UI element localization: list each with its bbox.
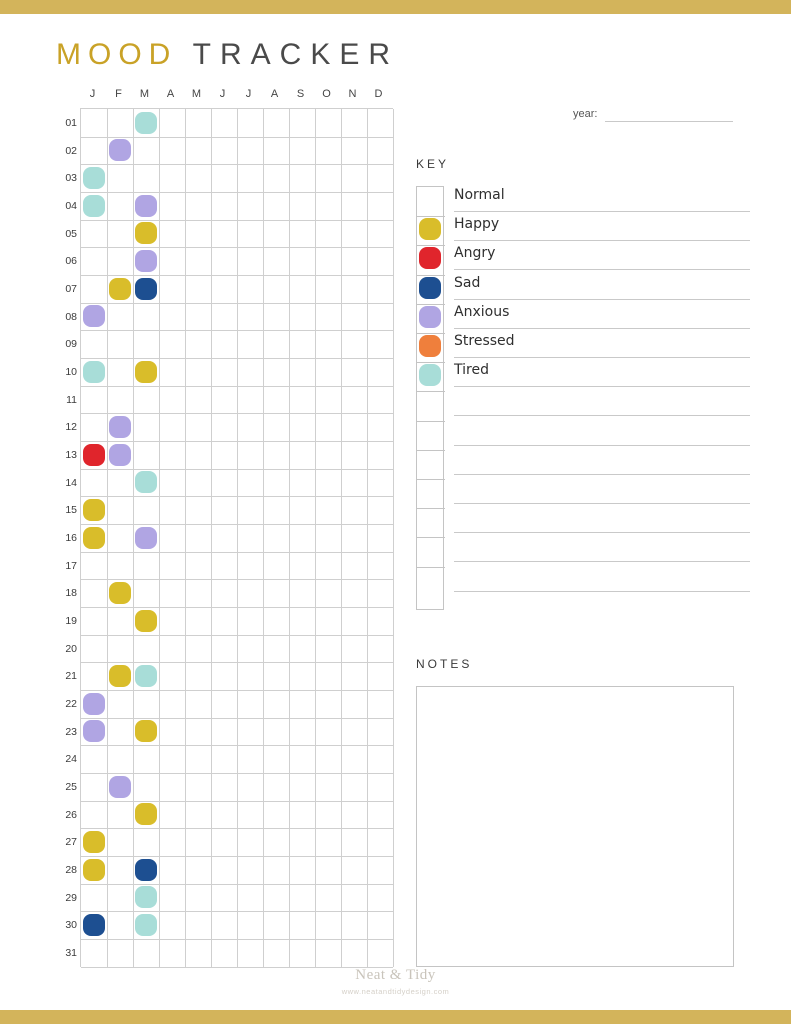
page-title-tracker: TRACKER: [192, 38, 400, 71]
mood-cell[interactable]: [83, 720, 105, 742]
key-label: Stressed: [454, 333, 515, 349]
key-color-swatch: [419, 306, 441, 328]
key-color-swatch: [419, 364, 441, 386]
mood-cell[interactable]: [135, 665, 157, 687]
key-write-line[interactable]: [454, 299, 750, 300]
day-number: 16: [65, 532, 77, 545]
month-label: A: [270, 88, 280, 100]
mood-cell[interactable]: [135, 720, 157, 742]
mood-cell[interactable]: [135, 886, 157, 908]
day-number: 31: [65, 947, 77, 960]
mood-cell[interactable]: [135, 914, 157, 936]
key-label: Anxious: [454, 303, 510, 320]
grid-hline: [81, 690, 393, 691]
grid-hline: [81, 552, 393, 553]
grid-hline: [81, 662, 393, 663]
grid-vline: [289, 109, 290, 967]
key-write-line[interactable]: [454, 386, 750, 387]
day-number: 25: [65, 781, 77, 794]
day-number: 14: [65, 476, 77, 489]
day-number: 18: [65, 587, 77, 600]
grid-hline: [81, 607, 393, 608]
month-label: J: [245, 88, 253, 100]
month-label: F: [115, 88, 123, 100]
grid-hline: [81, 828, 393, 829]
mood-cell[interactable]: [109, 582, 131, 604]
key-color-swatch: [419, 218, 441, 240]
key-write-line[interactable]: [454, 532, 750, 533]
month-header-row: [80, 88, 392, 108]
key-color-swatch: [419, 277, 441, 299]
day-number: 12: [65, 421, 77, 434]
grid-vline: [341, 109, 342, 967]
key-title: KEY: [416, 157, 450, 171]
year-write-line[interactable]: [605, 121, 733, 122]
mood-cell[interactable]: [135, 610, 157, 632]
month-label: M: [191, 88, 203, 100]
day-number: 03: [65, 172, 77, 185]
brand-url: www.neatandtidydesign.com: [341, 987, 450, 996]
day-number: 15: [65, 504, 77, 517]
grid-hline: [81, 192, 393, 193]
day-number: 10: [65, 366, 77, 379]
key-label: Sad: [454, 274, 481, 291]
day-number: 07: [65, 283, 77, 296]
key-write-line[interactable]: [454, 269, 750, 270]
mood-cell[interactable]: [83, 527, 105, 549]
mood-cell[interactable]: [83, 444, 105, 466]
month-label: M: [139, 88, 151, 100]
mood-cell[interactable]: [83, 693, 105, 715]
day-number: 23: [65, 725, 77, 738]
key-label: Angry: [454, 245, 496, 262]
key-box-separator: [417, 421, 445, 422]
grid-vline: [211, 109, 212, 967]
grid-hline: [81, 137, 393, 138]
day-number: 04: [65, 200, 77, 212]
day-number: 22: [65, 698, 77, 711]
mood-cell[interactable]: [109, 139, 131, 161]
month-label: N: [348, 88, 358, 100]
grid-hline: [81, 441, 393, 442]
grid-hline: [81, 635, 393, 636]
grid-hline: [81, 247, 393, 248]
mood-cell[interactable]: [109, 444, 131, 466]
key-color-swatch: [419, 247, 441, 269]
key-write-line[interactable]: [454, 474, 750, 475]
mood-grid[interactable]: [52, 88, 393, 967]
key-write-line[interactable]: [454, 591, 750, 592]
key-write-line[interactable]: [454, 415, 750, 416]
day-number: 09: [65, 338, 77, 351]
key-label: Normal: [454, 187, 505, 203]
day-number: 01: [65, 117, 77, 129]
grid-hline: [81, 469, 393, 470]
month-label: O: [322, 88, 332, 100]
mood-cell[interactable]: [83, 305, 105, 327]
key-box-separator: [417, 508, 445, 509]
month-label: A: [166, 88, 176, 100]
key-box-separator: [417, 275, 445, 276]
key-label: Happy: [454, 216, 500, 233]
grid-vline: [315, 109, 316, 967]
mood-cell[interactable]: [135, 195, 157, 217]
day-number: 26: [65, 808, 77, 821]
day-number: 05: [65, 227, 77, 240]
key-box-separator: [417, 333, 445, 334]
key-write-line[interactable]: [454, 357, 750, 358]
grid-vline: [133, 109, 134, 967]
day-number: 13: [65, 449, 77, 462]
month-label: D: [374, 88, 384, 100]
day-number: 20: [65, 642, 77, 655]
mood-cell[interactable]: [135, 471, 157, 493]
mood-cell[interactable]: [135, 527, 157, 549]
mood-cell[interactable]: [135, 250, 157, 272]
key-write-line[interactable]: [454, 328, 750, 329]
day-number: 06: [65, 255, 77, 268]
mood-cell[interactable]: [83, 859, 105, 881]
grid-hline: [81, 718, 393, 719]
grid-hline: [81, 330, 393, 331]
grid-hline: [81, 579, 393, 580]
mood-cell[interactable]: [109, 665, 131, 687]
mood-cell[interactable]: [83, 195, 105, 217]
grid-vline: [107, 109, 108, 967]
grid-vline: [159, 109, 160, 967]
bottom-accent-band: [0, 1010, 791, 1024]
mood-cell[interactable]: [135, 361, 157, 383]
grid-hline: [81, 801, 393, 802]
key-box-separator: [417, 479, 445, 480]
grid-hline: [81, 884, 393, 885]
year-label: year:: [573, 108, 598, 120]
key-write-line[interactable]: [454, 561, 750, 562]
footer: [0, 967, 791, 996]
key-write-line[interactable]: [454, 503, 750, 504]
mood-cell[interactable]: [135, 278, 157, 300]
day-number: 02: [65, 144, 77, 157]
month-label: J: [89, 88, 97, 100]
key-color-swatch: [419, 335, 441, 357]
brand-name: Neat & Tidy: [355, 967, 436, 983]
grid-vline: [237, 109, 238, 967]
key-box-separator: [417, 391, 445, 392]
notes-title: NOTES: [416, 657, 473, 671]
day-number: 27: [65, 836, 77, 849]
grid-hline: [81, 275, 393, 276]
top-accent-band: [0, 0, 791, 14]
grid-hline: [81, 413, 393, 414]
key-label: Tired: [454, 362, 489, 379]
grid-hline: [81, 773, 393, 774]
mood-cell[interactable]: [135, 859, 157, 881]
key-write-line[interactable]: [454, 240, 750, 241]
day-number: 29: [65, 891, 77, 904]
day-number: 30: [65, 919, 77, 932]
page-title-mood: MOOD: [56, 38, 178, 71]
grid-vline: [263, 109, 264, 967]
key-box-separator: [417, 304, 445, 305]
grid-hline: [81, 745, 393, 746]
grid-body[interactable]: [65, 108, 393, 967]
month-label: S: [296, 88, 306, 100]
mood-cell[interactable]: [83, 914, 105, 936]
month-label: J: [219, 88, 227, 100]
mood-cell[interactable]: [109, 278, 131, 300]
mood-cell[interactable]: [109, 416, 131, 438]
day-number: 28: [65, 864, 77, 877]
mood-cell[interactable]: [135, 112, 157, 134]
key-box-separator: [417, 450, 445, 451]
notes-box[interactable]: [416, 686, 734, 967]
mood-cell[interactable]: [135, 803, 157, 825]
key-box-separator: [417, 245, 445, 246]
grid-hline: [81, 939, 393, 940]
grid-hline: [81, 856, 393, 857]
page-title: [56, 38, 399, 72]
key-box-separator: [417, 567, 445, 568]
key-write-line[interactable]: [454, 445, 750, 446]
key-box-separator: [417, 216, 445, 217]
key-box-separator: [417, 362, 445, 363]
mood-cell[interactable]: [83, 499, 105, 521]
grid-hline: [81, 164, 393, 165]
grid-vline: [393, 109, 394, 967]
grid-vline: [185, 109, 186, 967]
day-number: 17: [65, 559, 77, 572]
day-number: 21: [65, 670, 77, 683]
mood-cell[interactable]: [83, 831, 105, 853]
key-write-line[interactable]: [454, 211, 750, 212]
key-box-separator: [417, 537, 445, 538]
day-number: 24: [65, 753, 77, 766]
grid-hline: [81, 524, 393, 525]
grid-hline: [81, 220, 393, 221]
grid-hline: [81, 386, 393, 387]
grid-hline: [81, 496, 393, 497]
mood-cell[interactable]: [83, 167, 105, 189]
grid-vline: [367, 109, 368, 967]
mood-cell[interactable]: [109, 776, 131, 798]
grid-hline: [81, 303, 393, 304]
mood-cell[interactable]: [135, 222, 157, 244]
grid-hline: [81, 358, 393, 359]
day-number: 19: [65, 615, 77, 628]
day-number: 11: [66, 393, 77, 406]
grid-hline: [81, 911, 393, 912]
mood-cell[interactable]: [83, 361, 105, 383]
day-number: 08: [65, 310, 77, 323]
